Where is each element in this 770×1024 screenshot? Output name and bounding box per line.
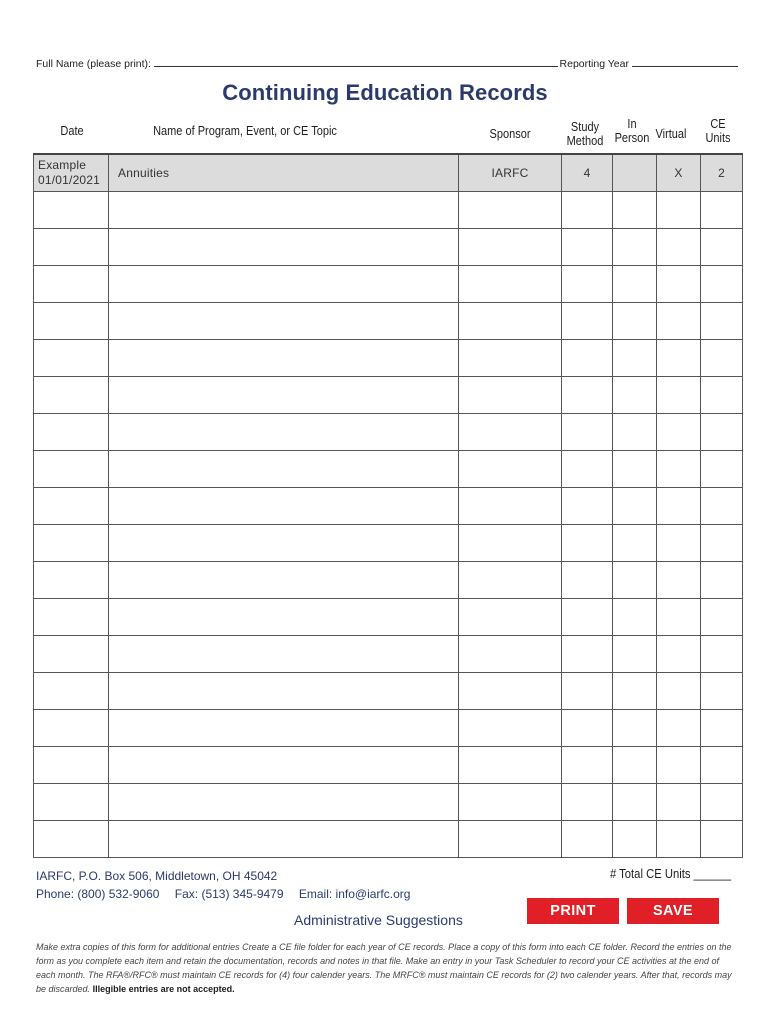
example-date-cell <box>34 154 109 192</box>
record-study-method-cell[interactable] <box>562 451 613 488</box>
example-label: Example <box>38 158 87 172</box>
record-ce-units-cell[interactable] <box>701 229 743 266</box>
col-header-in: In <box>627 117 637 131</box>
example-ce-units: 2 <box>701 154 743 192</box>
record-in-person-cell[interactable] <box>613 414 657 451</box>
record-study-method-cell[interactable] <box>562 562 613 599</box>
record-virtual-cell[interactable] <box>657 340 701 377</box>
record-date-cell[interactable] <box>34 673 109 710</box>
record-in-person-cell[interactable] <box>613 488 657 525</box>
col-header-units: Units <box>705 131 731 145</box>
record-virtual-cell[interactable] <box>657 821 701 858</box>
save-button[interactable]: SAVE <box>627 898 719 924</box>
record-study-method-cell[interactable] <box>562 673 613 710</box>
record-program-cell[interactable] <box>109 562 459 599</box>
record-sponsor-cell[interactable] <box>459 710 562 747</box>
record-in-person-cell[interactable] <box>613 673 657 710</box>
record-row <box>34 710 743 747</box>
page-title: Continuing Education Records <box>222 80 548 105</box>
phone: Phone: (800) 532-9060 <box>36 887 160 901</box>
col-header-method: Method <box>566 134 604 148</box>
record-date-cell[interactable] <box>34 747 109 784</box>
col-header-study-method <box>561 120 609 148</box>
example-study-method: 4 <box>562 154 613 192</box>
record-sponsor-cell[interactable] <box>459 414 562 451</box>
record-sponsor-cell[interactable] <box>459 229 562 266</box>
record-program-cell[interactable] <box>109 303 459 340</box>
record-ce-units-cell[interactable] <box>701 784 743 821</box>
record-virtual-cell[interactable] <box>657 451 701 488</box>
example-virtual: X <box>657 154 701 192</box>
record-sponsor-cell[interactable] <box>459 377 562 414</box>
record-sponsor-cell[interactable] <box>459 451 562 488</box>
record-date-cell[interactable] <box>34 488 109 525</box>
col-header-date: Date <box>60 124 84 138</box>
record-date-cell[interactable] <box>34 192 109 229</box>
record-row <box>34 303 743 340</box>
record-sponsor-cell[interactable] <box>459 599 562 636</box>
col-header-person: Person <box>614 131 650 145</box>
record-row <box>34 599 743 636</box>
record-program-cell[interactable] <box>109 784 459 821</box>
reporting-year-field[interactable] <box>632 55 738 67</box>
record-virtual-cell[interactable] <box>657 229 701 266</box>
record-in-person-cell[interactable] <box>613 229 657 266</box>
record-row <box>34 229 743 266</box>
full-name-label: Full Name (please print): <box>36 58 151 70</box>
record-ce-units-cell[interactable] <box>701 451 743 488</box>
record-in-person-cell[interactable] <box>613 192 657 229</box>
col-header-ce-units <box>700 117 735 145</box>
record-sponsor-cell[interactable] <box>459 192 562 229</box>
record-ce-units-cell[interactable] <box>701 562 743 599</box>
record-sponsor-cell[interactable] <box>459 525 562 562</box>
record-row <box>34 192 743 229</box>
record-date-cell[interactable] <box>34 303 109 340</box>
record-study-method-cell[interactable] <box>562 414 613 451</box>
record-row <box>34 266 743 303</box>
col-header-program: Name of Program, Event, or CE Topic <box>153 124 337 138</box>
header-line <box>36 55 738 70</box>
record-virtual-cell[interactable] <box>657 747 701 784</box>
record-in-person-cell[interactable] <box>613 599 657 636</box>
record-in-person-cell[interactable] <box>613 340 657 377</box>
record-program-cell[interactable] <box>109 673 459 710</box>
record-ce-units-cell[interactable] <box>701 340 743 377</box>
record-date-cell[interactable] <box>34 229 109 266</box>
record-date-cell[interactable] <box>34 525 109 562</box>
record-sponsor-cell[interactable] <box>459 266 562 303</box>
record-sponsor-cell[interactable] <box>459 747 562 784</box>
email-link[interactable]: Email: info@iarfc.org <box>298 887 411 901</box>
record-in-person-cell[interactable] <box>613 525 657 562</box>
record-ce-units-cell[interactable] <box>701 599 743 636</box>
record-ce-units-cell[interactable] <box>701 192 743 229</box>
record-virtual-cell[interactable] <box>657 525 701 562</box>
record-program-cell[interactable] <box>109 377 459 414</box>
record-ce-units-cell[interactable] <box>701 377 743 414</box>
record-study-method-cell[interactable] <box>562 784 613 821</box>
record-row <box>34 488 743 525</box>
record-program-cell[interactable] <box>109 747 459 784</box>
record-sponsor-cell[interactable] <box>459 784 562 821</box>
record-study-method-cell[interactable] <box>562 266 613 303</box>
record-in-person-cell[interactable] <box>613 710 657 747</box>
record-date-cell[interactable] <box>34 562 109 599</box>
record-study-method-cell[interactable] <box>562 710 613 747</box>
example-topic: Annuities <box>109 154 459 192</box>
record-ce-units-cell[interactable] <box>701 710 743 747</box>
record-row <box>34 525 743 562</box>
record-program-cell[interactable] <box>109 414 459 451</box>
record-ce-units-cell[interactable] <box>701 266 743 303</box>
record-program-cell[interactable] <box>109 488 459 525</box>
record-virtual-cell[interactable] <box>657 673 701 710</box>
record-study-method-cell[interactable] <box>562 377 613 414</box>
record-sponsor-cell[interactable] <box>459 821 562 858</box>
col-header-in-person <box>612 117 652 145</box>
record-sponsor-cell[interactable] <box>459 303 562 340</box>
record-study-method-cell[interactable] <box>562 636 613 673</box>
record-in-person-cell[interactable] <box>613 266 657 303</box>
record-study-method-cell[interactable] <box>562 488 613 525</box>
record-row <box>34 340 743 377</box>
record-program-cell[interactable] <box>109 821 459 858</box>
suggestions-text <box>36 940 740 996</box>
record-study-method-cell[interactable] <box>562 525 613 562</box>
example-row <box>34 154 743 192</box>
col-header-sponsor: Sponsor <box>489 127 531 141</box>
record-in-person-cell[interactable] <box>613 784 657 821</box>
total-ce-units[interactable]: # Total CE Units ______ <box>610 867 732 881</box>
record-ce-units-cell[interactable] <box>701 821 743 858</box>
fax: Fax: (513) 345-9479 <box>174 887 284 901</box>
record-date-cell[interactable] <box>34 414 109 451</box>
record-ce-units-cell[interactable] <box>701 525 743 562</box>
record-in-person-cell[interactable] <box>613 636 657 673</box>
record-date-cell[interactable] <box>34 784 109 821</box>
record-study-method-cell[interactable] <box>562 303 613 340</box>
record-program-cell[interactable] <box>109 525 459 562</box>
record-in-person-cell[interactable] <box>613 377 657 414</box>
record-ce-units-cell[interactable] <box>701 303 743 340</box>
record-date-cell[interactable] <box>34 340 109 377</box>
record-in-person-cell[interactable] <box>613 303 657 340</box>
record-in-person-cell[interactable] <box>613 747 657 784</box>
example-date: 01/01/2021 <box>38 173 101 187</box>
record-row <box>34 673 743 710</box>
record-date-cell[interactable] <box>34 821 109 858</box>
record-virtual-cell[interactable] <box>657 599 701 636</box>
record-virtual-cell[interactable] <box>657 488 701 525</box>
col-header-study: Study <box>570 120 600 134</box>
record-program-cell[interactable] <box>109 599 459 636</box>
record-ce-units-cell[interactable] <box>701 414 743 451</box>
record-sponsor-cell[interactable] <box>459 673 562 710</box>
record-row <box>34 747 743 784</box>
suggestions-body: Make extra copies of this form for additional entries Create a CE file folder for each year of CE records. Place a copy of this form into each CE folder. Record the entries on the form as you complete each item and retain the documentation, records and notes in that file. Make an entry in your Task Scheduler to record your CE activities at the end of each month. The RFA®/RFC® must maintain CE records for (4) four calender years. The MRFC® must maintain CE records for (2) two calender years. After that, records may be discarded. <box>36 942 732 994</box>
record-program-cell[interactable] <box>109 266 459 303</box>
record-virtual-cell[interactable] <box>657 784 701 821</box>
record-virtual-cell[interactable] <box>657 414 701 451</box>
col-header-ce: CE <box>710 117 726 131</box>
record-virtual-cell[interactable] <box>657 303 701 340</box>
record-virtual-cell[interactable] <box>657 266 701 303</box>
record-ce-units-cell[interactable] <box>701 488 743 525</box>
record-sponsor-cell[interactable] <box>459 562 562 599</box>
example-sponsor: IARFC <box>459 154 562 192</box>
record-program-cell[interactable] <box>109 636 459 673</box>
record-program-cell[interactable] <box>109 192 459 229</box>
record-program-cell[interactable] <box>109 340 459 377</box>
record-sponsor-cell[interactable] <box>459 488 562 525</box>
record-virtual-cell[interactable] <box>657 377 701 414</box>
record-ce-units-cell[interactable] <box>701 747 743 784</box>
record-study-method-cell[interactable] <box>562 192 613 229</box>
col-header-virtual: Virtual <box>655 127 687 141</box>
record-row <box>34 562 743 599</box>
record-virtual-cell[interactable] <box>657 562 701 599</box>
record-in-person-cell[interactable] <box>613 451 657 488</box>
address: IARFC, P.O. Box 506, Middletown, OH 45042 <box>36 869 278 883</box>
reporting-year-label: Reporting Year <box>559 58 629 70</box>
full-name-field[interactable] <box>154 55 558 67</box>
record-study-method-cell[interactable] <box>562 229 613 266</box>
record-program-cell[interactable] <box>109 451 459 488</box>
record-sponsor-cell[interactable] <box>459 340 562 377</box>
record-study-method-cell[interactable] <box>562 599 613 636</box>
example-in-person <box>613 154 657 192</box>
record-virtual-cell[interactable] <box>657 636 701 673</box>
record-date-cell[interactable] <box>34 266 109 303</box>
record-in-person-cell[interactable] <box>613 821 657 858</box>
print-button[interactable]: PRINT <box>527 898 619 924</box>
illegible-warning: Illegible entries are not accepted. <box>92 984 235 994</box>
record-study-method-cell[interactable] <box>562 747 613 784</box>
record-study-method-cell[interactable] <box>562 821 613 858</box>
record-program-cell[interactable] <box>109 229 459 266</box>
record-row <box>34 821 743 858</box>
record-study-method-cell[interactable] <box>562 340 613 377</box>
record-row <box>34 784 743 821</box>
administrative-suggestions-title: Administrative Suggestions <box>294 912 463 928</box>
record-program-cell[interactable] <box>109 710 459 747</box>
record-virtual-cell[interactable] <box>657 710 701 747</box>
record-sponsor-cell[interactable] <box>459 636 562 673</box>
record-date-cell[interactable] <box>34 599 109 636</box>
record-row <box>34 451 743 488</box>
record-row <box>34 414 743 451</box>
records-table <box>33 153 743 858</box>
record-ce-units-cell[interactable] <box>701 673 743 710</box>
record-virtual-cell[interactable] <box>657 192 701 229</box>
record-row <box>34 636 743 673</box>
record-date-cell[interactable] <box>34 451 109 488</box>
record-date-cell[interactable] <box>34 377 109 414</box>
record-date-cell[interactable] <box>34 710 109 747</box>
record-date-cell[interactable] <box>34 636 109 673</box>
record-in-person-cell[interactable] <box>613 562 657 599</box>
record-row <box>34 377 743 414</box>
contact-info <box>36 867 422 903</box>
record-ce-units-cell[interactable] <box>701 636 743 673</box>
